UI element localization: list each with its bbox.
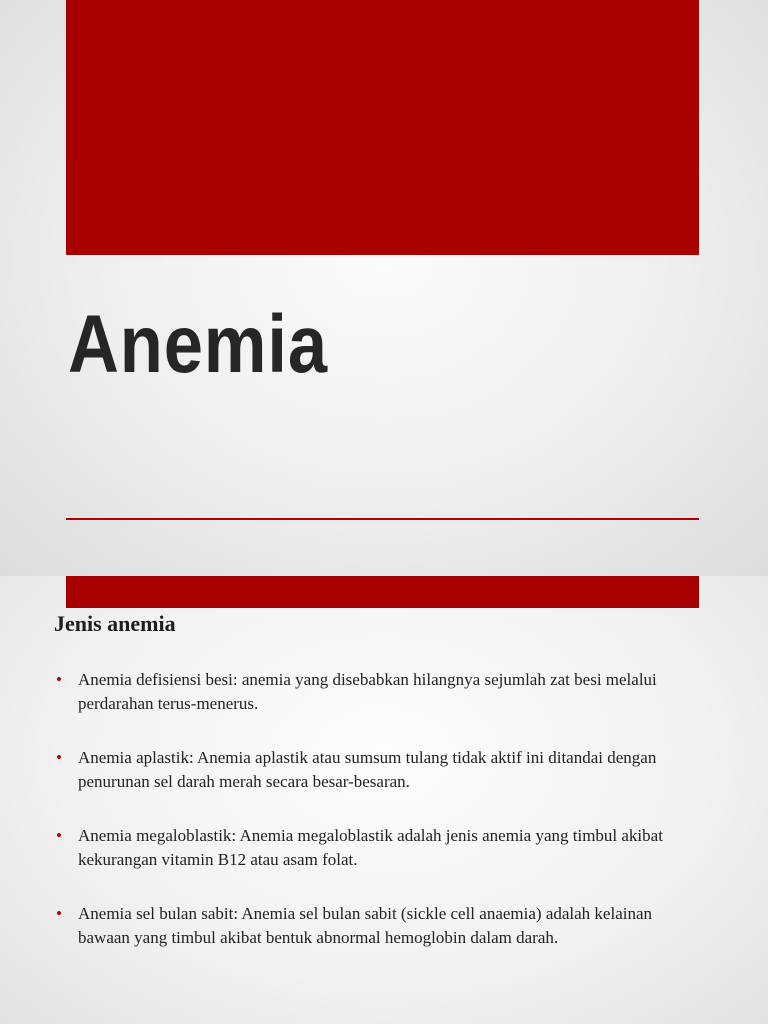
- bullet-text: Anemia sel bulan sabit: Anemia sel bulan sabit (sickle cell anaemia) adalah kelainan bawaan yang timbul akibat bentuk abnormal hemoglobin dalam darah.: [78, 904, 653, 947]
- bullet-item: [54, 824, 704, 872]
- bullet-item: [54, 746, 704, 794]
- bullet-text: Anemia aplastik: Anemia aplastik atau sumsum tulang tidak aktif ini ditandai dengan penurunan sel darah merah secara besar-besaran.: [78, 748, 657, 791]
- content-slide: [0, 576, 768, 1024]
- slide-title: Anemia: [68, 299, 328, 390]
- bullet-dot-icon: •: [56, 904, 62, 923]
- bullet-item: [54, 668, 704, 716]
- bullet-text: Anemia defisiensi besi: anemia yang disebabkan hilangnya sejumlah zat besi melalui perdarahan terus-menerus.: [78, 670, 657, 713]
- bullet-dot-icon: •: [56, 670, 62, 689]
- bullet-dot-icon: •: [56, 748, 62, 767]
- content-slide-red-band: [66, 576, 699, 608]
- bullet-list: [54, 668, 704, 980]
- bullet-item: [54, 902, 704, 950]
- bullet-text: Anemia megaloblastik: Anemia megaloblastik adalah jenis anemia yang timbul akibat kekurangan vitamin B12 atau asam folat.: [78, 826, 663, 869]
- title-slide-red-block: [66, 0, 699, 255]
- content-heading: Jenis anemia: [54, 611, 176, 636]
- bullet-dot-icon: •: [56, 826, 62, 845]
- title-underline-rule: [66, 518, 699, 520]
